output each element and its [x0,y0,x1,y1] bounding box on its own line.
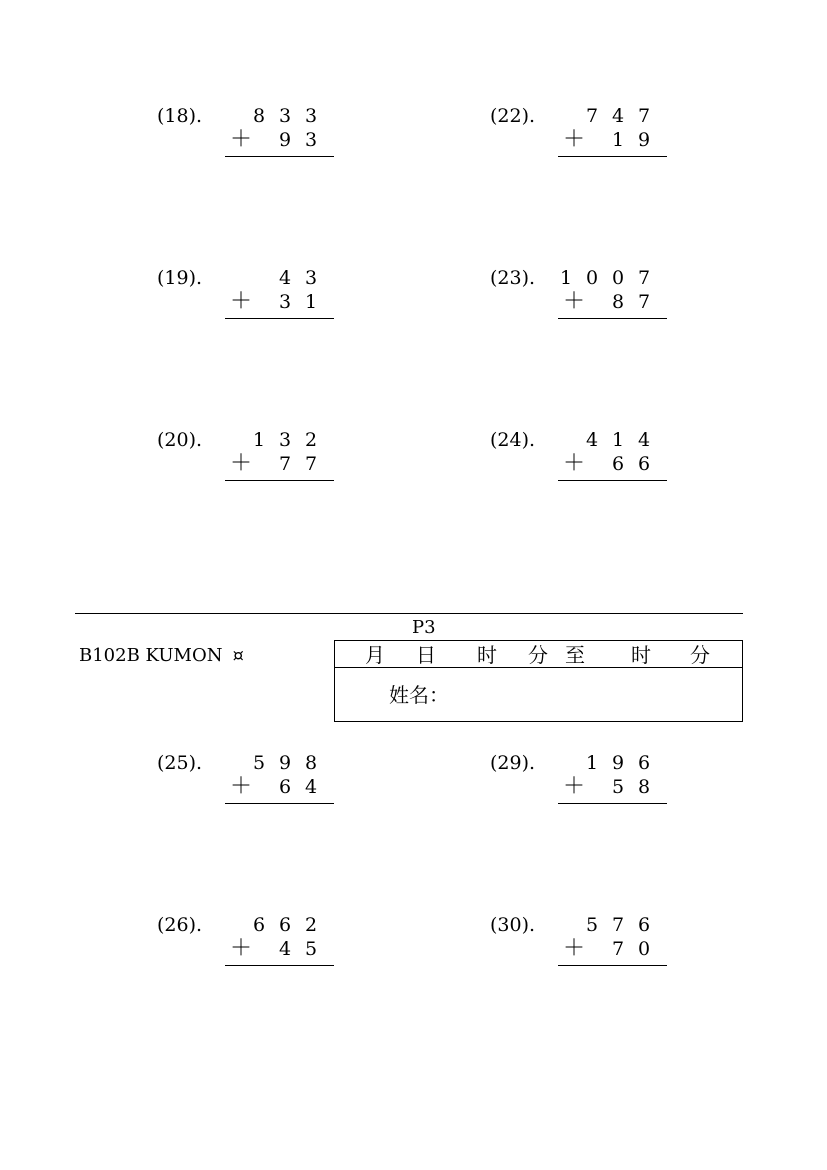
end-minute-field[interactable]: 分 [690,643,710,667]
addend-number [227,128,335,152]
digit: 7 [637,267,651,289]
addend-number [560,937,668,961]
plus-sign: ＋ [562,127,585,152]
digit: 3 [278,429,292,451]
digit: 4 [611,105,625,127]
problem-18 [157,104,337,164]
sum-line [558,965,667,966]
digit: 6 [252,914,266,936]
worksheet-code [79,643,244,669]
digit: 5 [585,914,599,936]
start-hour-field[interactable]: 时 [477,643,497,667]
addend-number [227,290,335,314]
plus-sign: ＋ [229,774,252,799]
digit: 3 [304,105,318,127]
plus-sign: ＋ [562,289,585,314]
digit: 5 [252,752,266,774]
start-minute-field[interactable]: 分 [528,643,548,667]
digit: 1 [559,267,573,289]
digit: 9 [278,129,292,151]
sum-line [558,480,667,481]
problem-25 [157,751,337,811]
end-hour-field[interactable]: 时 [631,643,651,667]
sum-line [558,318,667,319]
addend-number [560,452,668,476]
day-field[interactable]: 日 [416,643,436,667]
sum-line [558,803,667,804]
digit: 1 [304,291,318,313]
top-number [560,266,668,290]
problem-label: (19). [157,267,203,289]
problem-label: (25). [157,752,203,774]
digit: 1 [611,129,625,151]
digit: 7 [278,453,292,475]
plus-sign: ＋ [562,774,585,799]
digit: 6 [637,752,651,774]
plus-sign: ＋ [229,127,252,152]
problem-22 [490,104,670,164]
problem-label: (23). [490,267,536,289]
plus-sign: ＋ [229,936,252,961]
digit: 7 [611,938,625,960]
problem-label: (18). [157,105,203,127]
digit: 3 [304,267,318,289]
addend-number [560,775,668,799]
top-number [227,428,335,452]
digit: 3 [278,105,292,127]
digit: 2 [304,429,318,451]
to-label: 至 [565,643,585,667]
plus-sign: ＋ [562,451,585,476]
sum-line [225,318,334,319]
digit: 1 [585,752,599,774]
time-row [335,641,742,668]
digit: 0 [637,938,651,960]
digit: 5 [304,938,318,960]
digit: 7 [637,105,651,127]
plus-sign: ＋ [229,289,252,314]
problem-label: (26). [157,914,203,936]
digit: 6 [278,914,292,936]
digit: 4 [304,776,318,798]
problem-24 [490,428,670,488]
problem-30 [490,913,670,973]
digit: 4 [585,429,599,451]
top-number [227,104,335,128]
digit: 8 [304,752,318,774]
addend-number [227,775,335,799]
worksheet-code-text: B102B KUMON [79,645,223,666]
digit: 8 [637,776,651,798]
top-number [560,913,668,937]
digit: 9 [278,752,292,774]
addend-number [560,128,668,152]
page-divider [75,613,743,614]
addend-number [227,937,335,961]
digit: 6 [637,453,651,475]
problem-label: (22). [490,105,536,127]
problem-29 [490,751,670,811]
sum-line [225,965,334,966]
problem-23 [490,266,670,326]
digit: 8 [252,105,266,127]
problem-label: (30). [490,914,536,936]
digit: 0 [611,267,625,289]
currency-icon: ¤ [232,645,244,666]
digit: 6 [278,776,292,798]
digit: 7 [585,105,599,127]
problem-20 [157,428,337,488]
digit: 5 [611,776,625,798]
problem-label: (24). [490,429,536,451]
addend-number [227,452,335,476]
problem-26 [157,913,337,973]
top-number [227,913,335,937]
month-field[interactable]: 月 [365,643,385,667]
digit: 7 [637,291,651,313]
digit: 9 [611,752,625,774]
page-number: P3 [412,617,436,638]
top-number [560,751,668,775]
digit: 7 [304,453,318,475]
digit: 6 [611,453,625,475]
digit: 7 [611,914,625,936]
digit: 3 [278,291,292,313]
digit: 1 [611,429,625,451]
name-field-label: 姓名： [389,683,449,707]
plus-sign: ＋ [229,451,252,476]
sum-line [225,156,334,157]
digit: 9 [637,129,651,151]
top-number [560,104,668,128]
digit: 2 [304,914,318,936]
top-number [227,751,335,775]
digit: 6 [637,914,651,936]
addend-number [560,290,668,314]
sum-line [558,156,667,157]
digit: 4 [637,429,651,451]
top-number [227,266,335,290]
digit: 8 [611,291,625,313]
info-box [334,640,743,722]
digit: 0 [585,267,599,289]
plus-sign: ＋ [562,936,585,961]
digit: 4 [278,267,292,289]
sum-line [225,480,334,481]
problem-19 [157,266,337,326]
digit: 4 [278,938,292,960]
digit: 1 [252,429,266,451]
problem-label: (20). [157,429,203,451]
problem-label: (29). [490,752,536,774]
top-number [560,428,668,452]
sum-line [225,803,334,804]
digit: 3 [304,129,318,151]
